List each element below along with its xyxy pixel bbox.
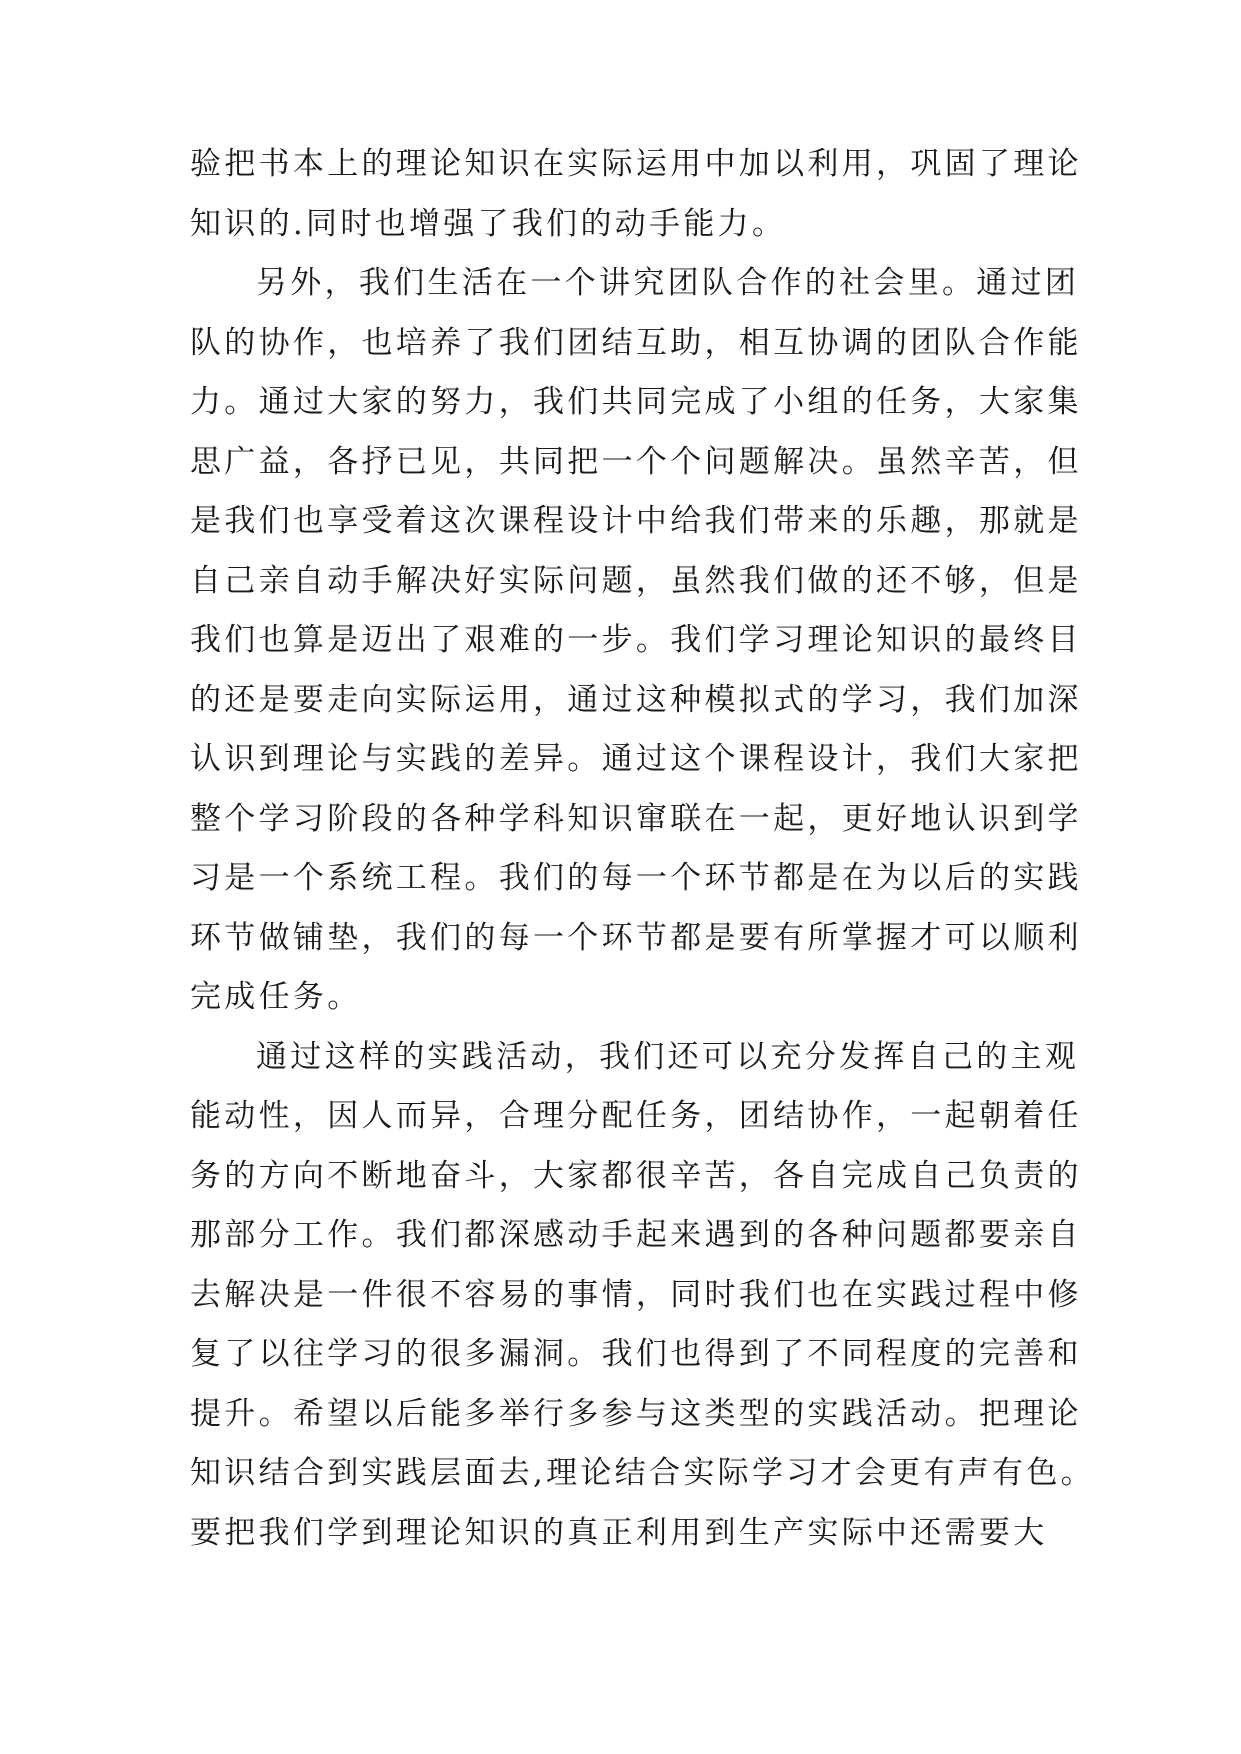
- text-line: 是我们也享受着这次课程设计中给我们带来的乐趣，那就是: [190, 503, 1082, 539]
- text-line: 我们也算是迈出了艰难的一步。我们学习理论知识的最终目: [190, 622, 1082, 658]
- text-line: 知识的.同时也增强了我们的动手能力。: [190, 205, 787, 242]
- text-line: 队的协作，也培养了我们团结互助，相互协调的团队合作能: [190, 324, 1082, 361]
- text-line: 完成任务。: [190, 979, 362, 1015]
- text-line: 那部分工作。我们都深感动手起来遇到的各种问题都要亲自: [190, 1217, 1082, 1253]
- text-line: 思广益，各抒已见，共同把一个个问题解决。虽然辛苦，但: [190, 443, 1082, 480]
- text-line: 能动性，因人而异，合理分配任务，团结协作，一起朝着任: [190, 1098, 1082, 1134]
- paragraph-start-line: 通过这样的实践活动，我们还可以充分发挥自己的主观: [256, 1038, 1080, 1075]
- text-line: 要把我们学到理论知识的真正利用到生产实际中还需要大: [190, 1514, 1048, 1551]
- text-line: 验把书本上的理论知识在实际运用中加以利用，巩固了理论: [190, 146, 1082, 182]
- text-line: 整个学习阶段的各种学科知识窜联在一起，更好地认识到学: [190, 800, 1082, 837]
- text-line: 环节做铺垫，我们的每一个环节都是要有所掌握才可以顺利: [190, 919, 1082, 956]
- text-line: 习是一个系统工程。我们的每一个环节都是在为以后的实践: [190, 860, 1082, 896]
- text-line: 自己亲自动手解决好实际问题，虽然我们做的还不够，但是: [190, 562, 1082, 599]
- text-line: 复了以往学习的很多漏洞。我们也得到了不同程度的完善和: [190, 1336, 1082, 1372]
- text-line: 知识结合到实践层面去,理论结合实际学习才会更有声有色。: [190, 1455, 1095, 1491]
- text-line: 提升。希望以后能多举行多参与这类型的实践活动。把理论: [190, 1395, 1082, 1432]
- document-page: [190, 135, 1095, 1563]
- text-line: 的还是要走向实际运用，通过这种模拟式的学习，我们加深: [190, 681, 1082, 718]
- text-line: 力。通过大家的努力，我们共同完成了小组的任务，大家集: [190, 384, 1082, 420]
- text-line: 认识到理论与实践的差异。通过这个课程设计，我们大家把: [190, 741, 1082, 777]
- text-line: 务的方向不断地奋斗，大家都很辛苦，各自完成自己负责的: [190, 1157, 1082, 1194]
- text-line: 去解决是一件很不容易的事情，同时我们也在实践过程中修: [190, 1276, 1082, 1313]
- paragraph-start-line: 另外，我们生活在一个讲究团队合作的社会里。通过团: [256, 265, 1080, 301]
